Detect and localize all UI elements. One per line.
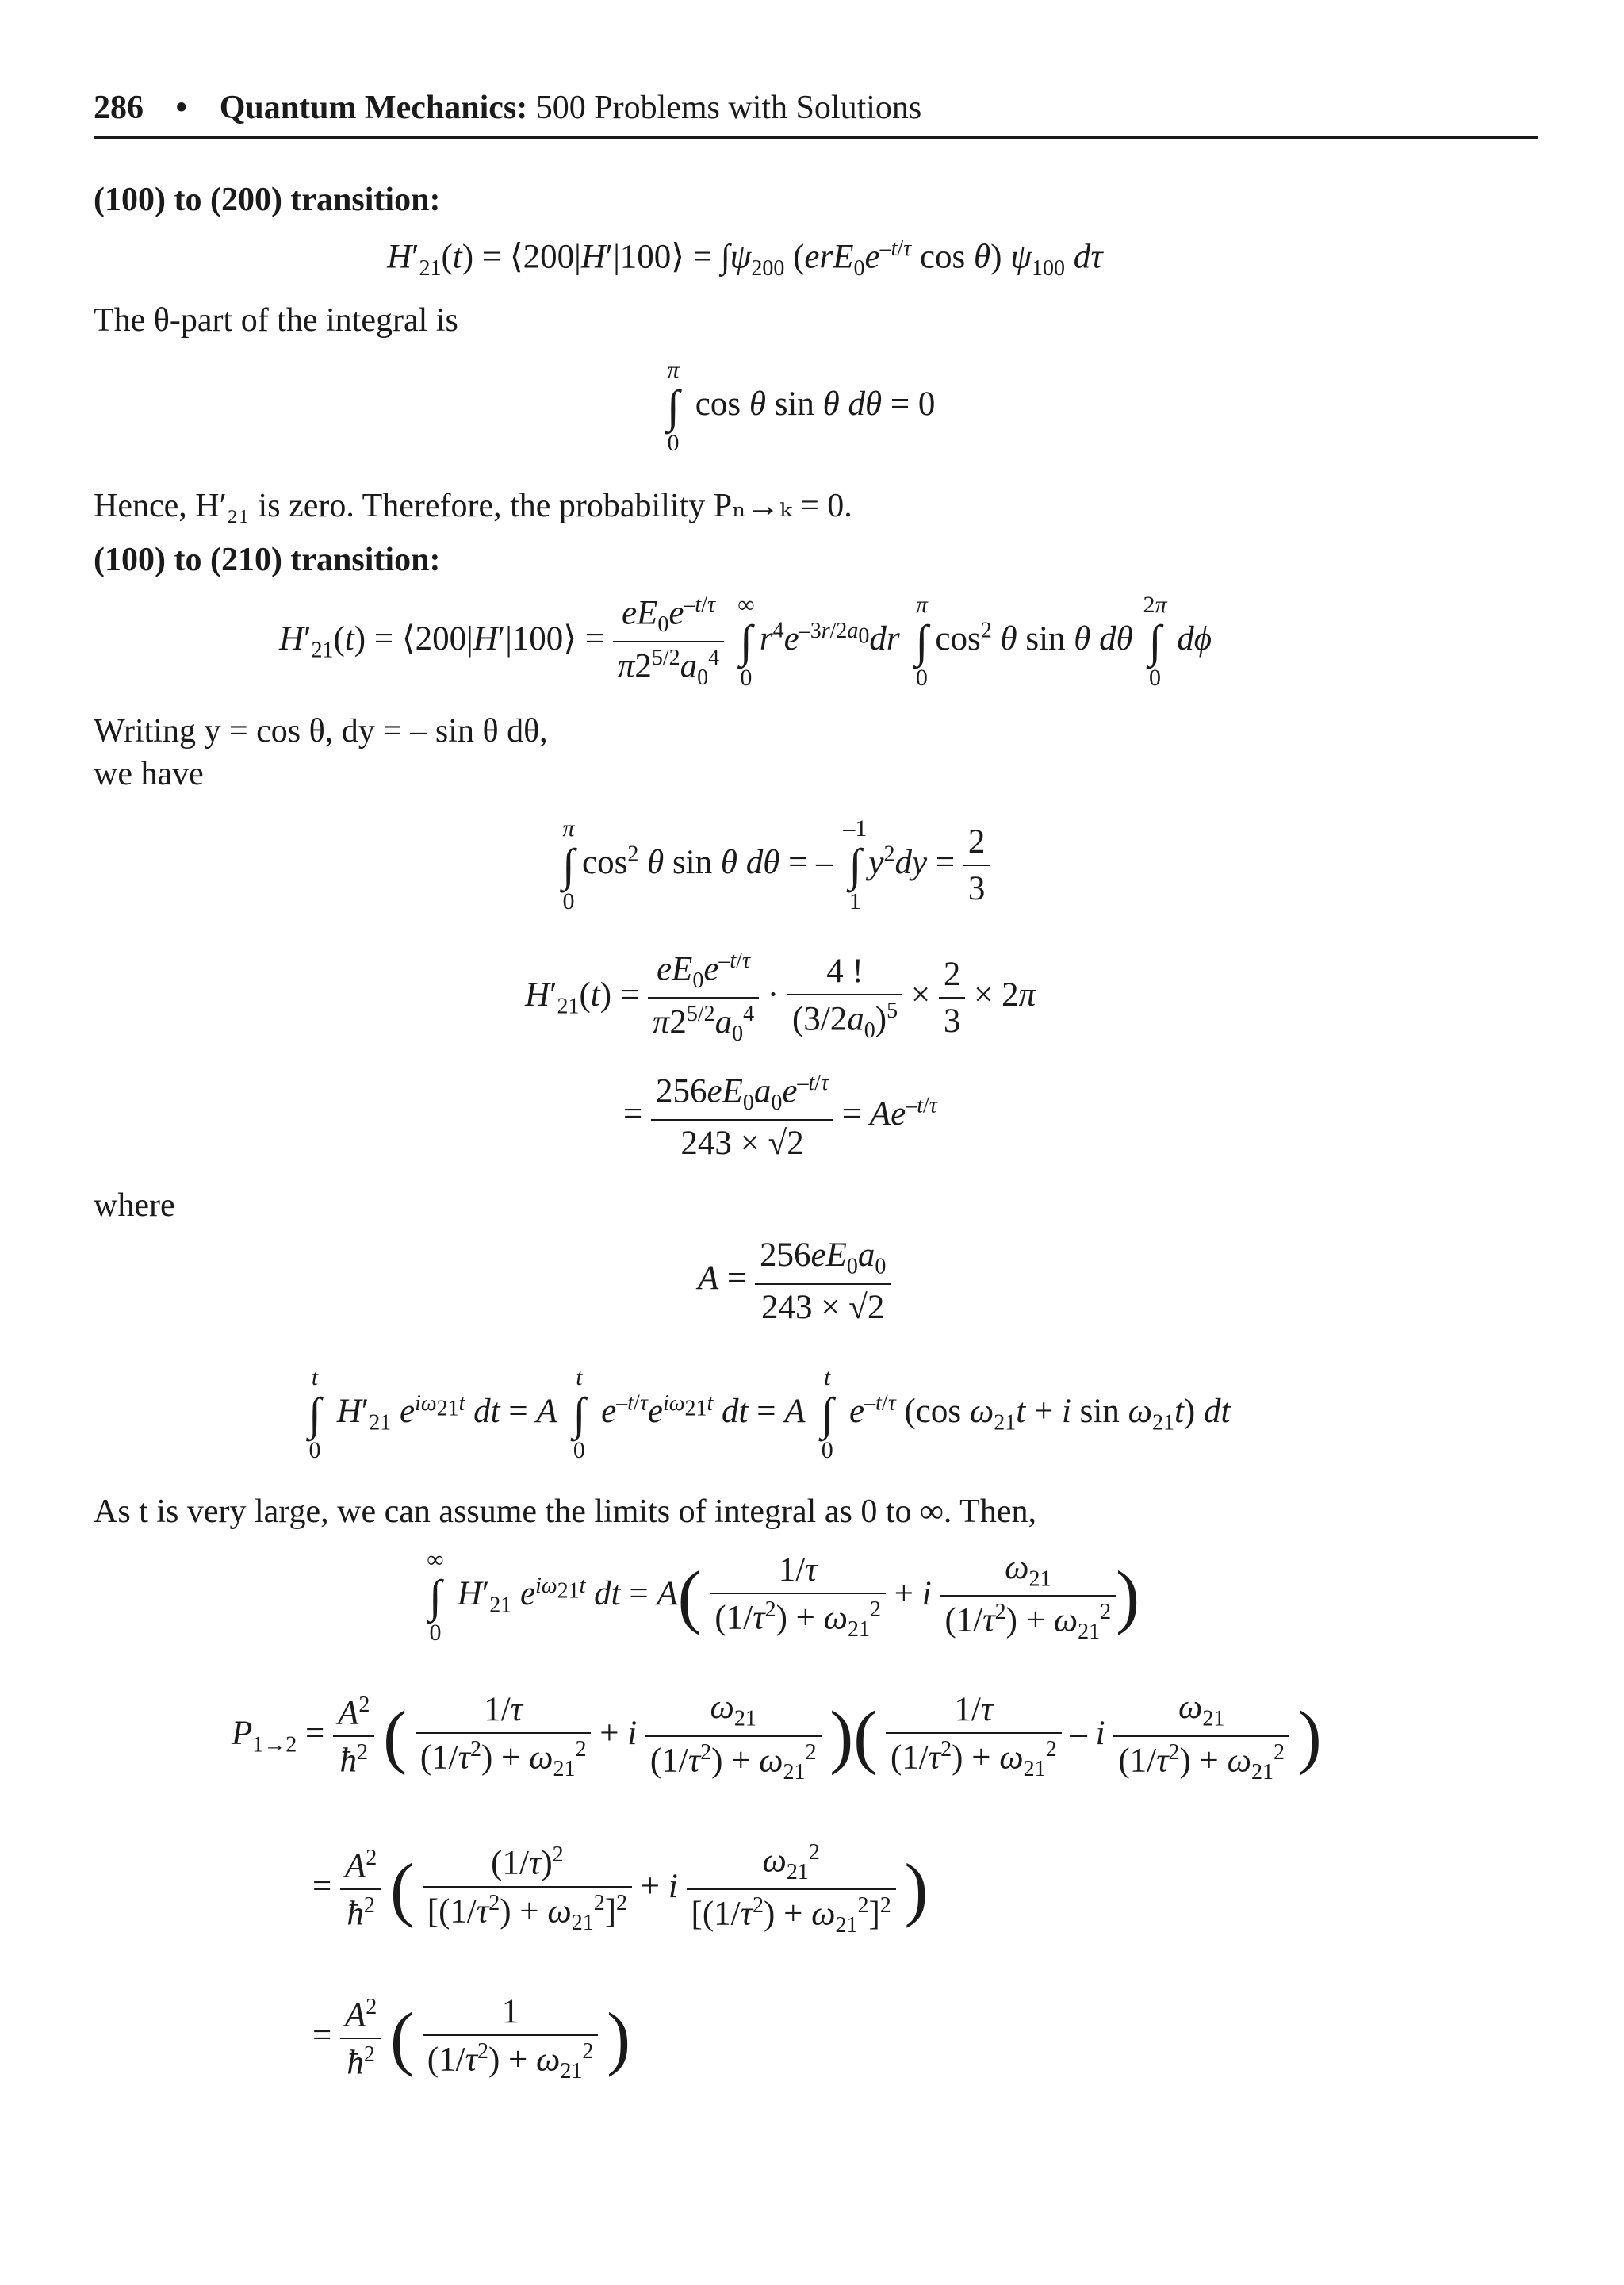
equation-infinite-integral: ∞ ∫ 0 $H'_{21}$ $e^{i\omega_{21}t}$ dt = A( $\frac{1/\tau}{(1/\tau^2) + \omega_{21}^2}$ + i $\frac{\omega_{21}}{(1/\tau^2) + \omega_{21}^2}$ ) xyxy=(427,1547,1140,1646)
text-hence-zero: Hence, H′₂₁ is zero. Therefore, the probability Pₙ→ₖ = 0. xyxy=(94,488,852,524)
text-we-have: we have xyxy=(94,756,204,792)
equation-cos-squared-integral: π ∫ 0 $\cos^2 \theta$ sin θ dθ = – –1 ∫ 1 $y^2dy$ = $\frac{2}{3}$ xyxy=(555,815,990,915)
equation-probability-final: = $\frac{A^2}{ħ^2}$ ( $\frac{1}{(1/\tau^2) + \omega_{21}^2}$ ) xyxy=(312,1993,631,2084)
book-title: Quantum Mechanics: xyxy=(219,90,528,126)
section-heading-100-200: (100) to (200) transition: xyxy=(94,182,441,218)
equation-probability-product: $P_{1\to 2}$ = $\frac{A^2}{ħ^2}$ ( $\frac{1/\tau}{(1/\tau^2) + \omega_{21}^2}$ + i $\frac{\omega_{21}}{(1/\tau^2) + \omega_{21}^2}$ )( $\frac{1/\tau}{(1/\tau^2) + \omega_{21}^2}$ – i $\frac{\omega_{21}}{(1/\tau^2) + \omega_{21}^2}$ ) xyxy=(232,1689,1322,1785)
equation-probability-expanded: = $\frac{A^2}{ħ^2}$ ( $\frac{(1/\tau)^2}{[(1/\tau^2) + \omega_{21}^2]^2}$ + i $\frac{\omega_{21}^2}{[(1/\tau^2) + \omega_{21}^2]^2}$ ) xyxy=(312,1840,929,1938)
equation-matrix-element-210: $H'_{21}(t)$ = ⟨200|H′|100⟩ = $\frac{eE_0e^{-t/\tau}}{\pi 2^{5/2}a_0^4}$ ∞ ∫ 0 $r^4e^{-3r/2a_0}dr$ π ∫ 0 $\cos^2 \theta$ sin θ dθ 2π ∫ 0 dϕ xyxy=(279,592,1212,691)
header-rule xyxy=(94,136,1538,139)
equation-theta-integral: π ∫ 0 cos θ sin θ dθ = 0 xyxy=(667,357,936,456)
text-theta-part: The θ-part of the integral is xyxy=(94,302,458,339)
page-number: 286 xyxy=(94,90,144,126)
equation-time-integral: t ∫ 0 $H'_{21}$ $e^{i\omega_{21}t}$ dt = A t ∫ 0 $e^{-t/\tau}e^{i\omega_{21}t}$ dt = A t ∫ 0 $e^{-t/\tau}$ (cos $\omega_{21}t + i$ $\sin \omega_{21}t$) dt xyxy=(308,1364,1231,1463)
page-header xyxy=(94,89,1537,136)
section-heading-100-210: (100) to (210) transition: xyxy=(94,542,441,578)
book-subtitle: 500 Problems with Solutions xyxy=(535,90,922,126)
text-large-t: As t is very large, we can assume the limits of integral as 0 to ∞. Then, xyxy=(94,1493,1036,1530)
equation-h21-simplified: = $\frac{256eE_0a_0e^{-t/\tau}}{243 \times √2}$ = $Ae^{-t/\tau}$ xyxy=(623,1071,937,1162)
text-substitution: Writing y = cos θ, dy = – sin θ dθ, xyxy=(94,713,548,750)
equation-h21-evaluated: $H'_{21}(t)$ = $\frac{eE_0e^{-t/\tau}}{\pi 2^{5/2}a_0^4}$ · $\frac{4 !}{(3/2a_0)^5}$ × $\frac{2}{3}$ × 2π xyxy=(525,949,1036,1046)
equation-a-definition: A = $\frac{256eE_0a_0}{243 \times √2}$ xyxy=(698,1236,891,1327)
header-bullet: • xyxy=(175,90,188,126)
equation-matrix-element-200: $H'_{21}(t)$ = ⟨200|H′|100⟩ = $\int\psi_{200}$ ($erE_0e^{-t/\tau}$ cos θ) $\psi_{100}$ dτ xyxy=(387,236,1103,281)
text-where: where xyxy=(94,1187,175,1224)
